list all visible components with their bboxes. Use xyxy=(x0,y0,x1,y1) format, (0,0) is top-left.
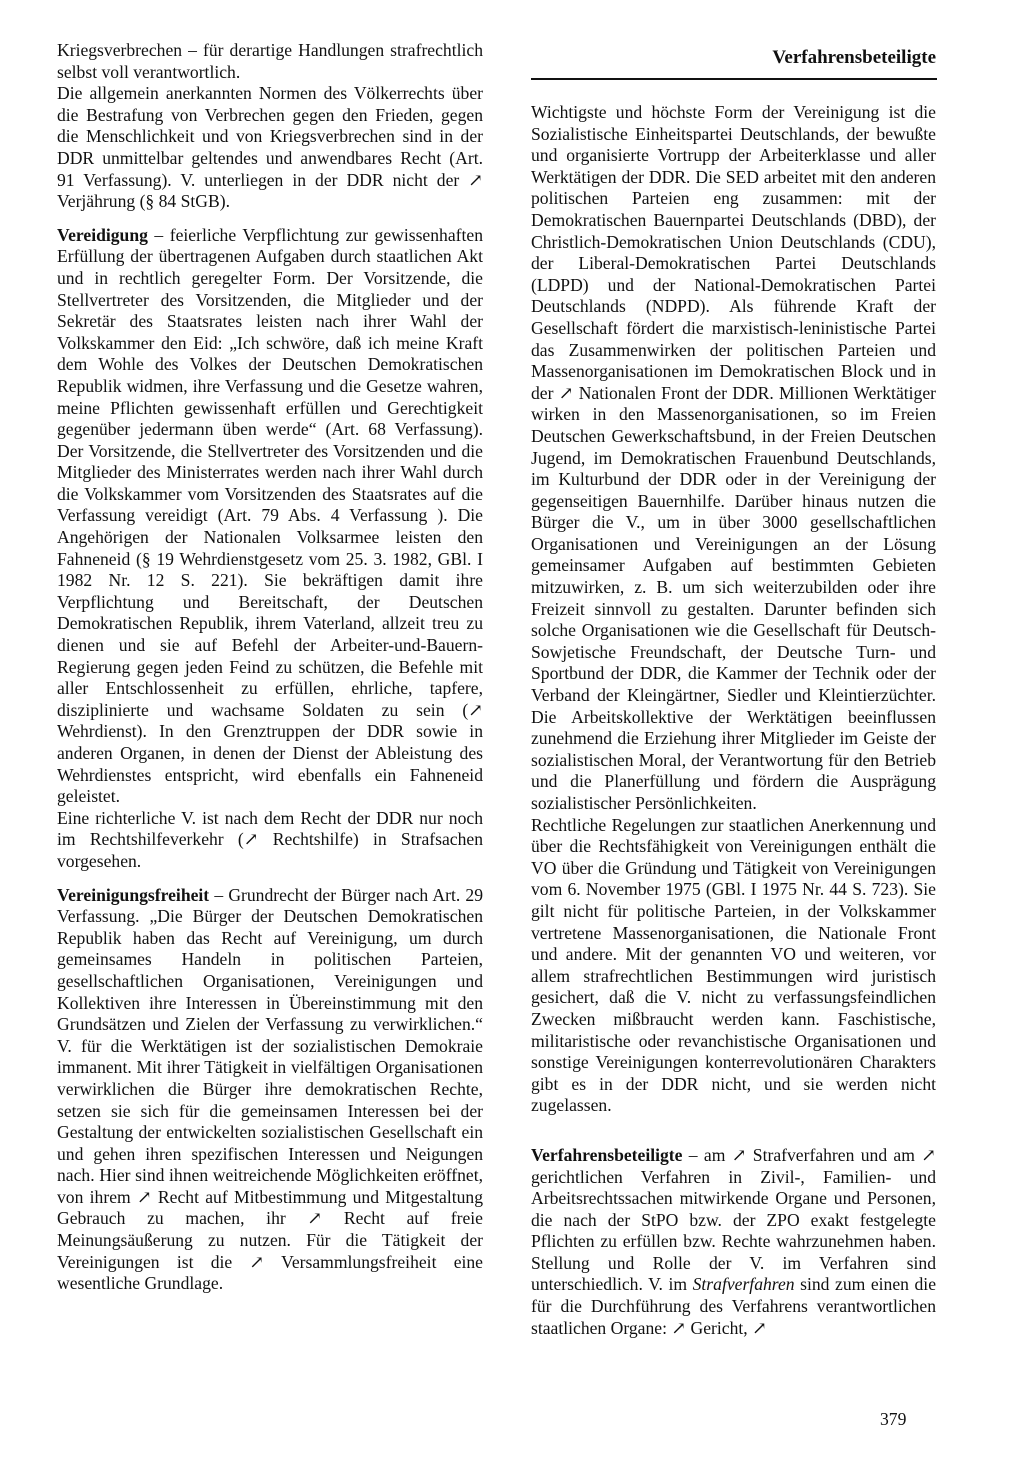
entry-term: Verfahrensbeteiligte xyxy=(531,1144,683,1165)
header-rule xyxy=(531,78,937,80)
entry-vereidigung xyxy=(57,225,483,808)
continuation-paragraph: Kriegsverbrechen – für derartige Handlungen strafrechtlich selbst voll verantwortlich. xyxy=(57,40,483,82)
continuation-paragraph: Rechtliche Regelungen zur staatlichen Anerkennung und über die Rechtsfähigkeit von Vereinigungen enthält die VO über die Gründung und Tätigkeit von Vereinigungen vom 6. November 1975 (GBl. I 1975 Nr. 44 S. 723). Sie gilt nicht für politische Parteien, in der Volkskammer vertretene Massenorganisationen, die Nationale Front und andere. Mit der genannten VO und weiteren, vor allem strafrechtlichen Bestimmungen wird juristisch gesichert, daß die V. nicht zu verfassungsfeindlichen Zwecken mißbraucht werden kann. Faschistische, militaristische oder revanchistische Organisationen und sonstige Vereinigungen konterrevolutionären Charakters gibt es in der DDR nicht, und sie werden nicht zugelassen. xyxy=(531,814,936,1116)
entry-term: Vereidigung xyxy=(57,224,148,245)
page-number: 379 xyxy=(880,1409,907,1429)
continuation-paragraph: Wichtigste und höchste Form der Vereinigung ist die Sozialistische Einheitspartei Deutschlands, der bewußte und organisierte Vortrupp der Arbeiterklasse und aller Werktätigen der DDR. Die SED arbeitet mit den anderen politischen Parteien eng zusammen: mit der Demokratischen Bauernpartei Deutschlands (DBD), der Christlich-Demokratischen Union Deutschlands (CDU), der Liberal-Demokratischen Partei Deutschlands (LDPD) und der National-Demokratischen Partei Deutschlands (NDPD). Als führende Kraft der Gesellschaft fördert die marxistisch-leninistische Partei das Zusammenwirken der politischen Parteien und Massenorganisationen im Demokratischen Block und in der ↗ Nationalen Front der DDR. Millionen Werktätiger wirken in den Massenorganisationen, so im Freien Deutschen Gewerkschaftsbund, in der Freien Deutschen Jugend, im Demokratischen Frauenbund Deutschlands, im Kulturbund der DDR oder in der Vereinigung der gegenseitigen Bauernhilfe. Darüber hinaus nutzen die Bürger die V., um in über 3000 gesellschaftlichen Organisationen und Vereinigungen an der Lösung gemeinsamer Aufgaben auf bestimmten Gebieten mitzuwirken, z. B. um sich weiterzubilden oder ihre Freizeit sinnvoll zu gestalten. Darunter befinden sich solche Organisationen wie die Gesellschaft für Deutsch-Sowjetische Freundschaft, der Deutsche Turn- und Sportbund der DDR, die Kammer der Technik oder der Verband der Kleingärtner, Siedler und Kleintierzüchter. Die Arbeitskollektive der Werktätigen beeinflussen zunehmend die Erziehung ihrer Mitglieder im Geiste der sozialistischen Moral, der Verantwortung für den Betrieb und die Planerfüllung und fördern die Ausprägung sozialistischer Persönlichkeiten. xyxy=(531,102,936,813)
right-column xyxy=(531,102,936,1339)
entry-text: – am ↗ Strafverfahren und am ↗ gerichtlichen Verfahren in Zivil-, Familien- und Arbeitsrechtssachen mitwirkende Organe und Personen, die nach der StPO bzw. der ZPO exakt festgelegte Pflichten zu erfüllen bzw. Rechte wahrzunehmen haben. Stellung und Rolle der V. im Verfahren sind unterschiedlich. V. im xyxy=(531,1144,936,1295)
entry-italic-term: Strafverfahren xyxy=(692,1274,795,1295)
entry-text: sind zum einen die für die Durchführung des Verfahrens verantwortlichen staatlichen Organe: ↗ Gericht, ↗ xyxy=(531,1274,936,1338)
continuation-paragraph: Die allgemein anerkannten Normen des Völkerrechts über die Bestrafung von Verbrechen gegen den Frieden, gegen die Menschlichkeit und von Kriegsverbrechen sind in der DDR unmittelbar geltendes und anwendbares Recht (Art. 91 Verfassung). V. unterliegen in der DDR nicht der ↗ Verjährung (§ 84 StGB). xyxy=(57,83,483,212)
left-column xyxy=(57,40,483,1295)
entry-text: – feierliche Verpflichtung zur gewissenhaften Erfüllung der übertragenen Aufgaben durch staatlichen Akt und in rechtlich geregelter Form. Der Vorsitzende, die Stellvertreter des Vorsitzenden, die Mitglieder und der Sekretär des Staatsrates leisten nach ihrer Wahl der Volkskammer den Eid: „Ich schwöre, daß ich meine Kraft dem Wohle des Volkes der Deutschen Demokratischen Republik widmen, ihre Verfassung und die Gesetze wahren, meine Pflichten gewissenhaft erfüllen und Gerechtigkeit gegenüber jedermann üben werde“ (Art. 68 Verfassung). Der Vorsitzende, die Stellvertreter des Vorsitzenden und die Mitglieder des Ministerrates werden nach ihrer Wahl durch die Volkskammer vom Vorsitzenden des Staatsrates auf die Verfassung vereidigt (Art. 79 Abs. 4 Verfassung ). Die Angehörigen der Nationalen Volksarmee leisten den Fahneneid (§ 19 Wehrdienstgesetz vom 25. 3. 1982, GBl. I 1982 Nr. 12 S. 221). Sie bekräftigen damit ihre Verpflichtung und Bereitschaft, der Deutschen Demokratischen Republik, ihrem Vaterland, allzeit treu zu dienen und sie auf Befehl der Arbeiter-und-Bauern-Regierung gegen jeden Feind zu schützen, die Befehle mit aller Entschlossenheit zu erfüllen, ehrliche, tapfere, disziplinierte und wachsame Soldaten zu sein (↗ Wehrdienst). In den Grenztruppen der DDR sowie in anderen Organen, in denen der Dienst der Ableistung des Wehrdienstes entspricht, wird ebenfalls ein Fahneneid geleistet. xyxy=(57,224,483,807)
entry-verfahrensbeteiligte xyxy=(531,1145,936,1339)
entry-term: Vereinigungsfreiheit xyxy=(57,884,210,905)
entry-paragraph: Eine richterliche V. ist nach dem Recht der DDR nur noch im Rechtshilfeverkehr (↗ Rechtshilfe) in Strafsachen vorgesehen. xyxy=(57,807,483,871)
entry-text: – Grundrecht der Bürger nach Art. 29 Verfassung. „Die Bürger der Deutschen Demokratischen Republik haben das Recht auf Vereinigung, um durch gemeinsames Handeln in politischen Parteien, gesellschaftlichen Organisationen, Vereinigungen und Kollektiven ihre Interessen in Übereinstimmung mit den Grundsätzen und Zielen der Verfassung zu verwirklichen.“ V. für die Werktätigen ist der sozialistischen Demokraie immanent. Mit ihrer Tätigkeit in vielfältigen Organisationen verwirklichen die Bürger ihre demokratischen Rechte, setzen sie sich für die gemeinsamen Interessen bei der Gestaltung der entwickelten sozialistischen Gesellschaft ein und gehen ihren spezifischen Interessen und Neigungen nach. Hier sind ihnen weitreichende Möglichkeiten eröffnet, von ihrem ↗ Recht auf Mitbestimmung und Mitgestaltung Gebrauch zu machen, ihr ↗ Recht auf freie Meinungsäußerung zu nutzen. Für die Tätigkeit der Vereinigungen ist die ↗ Versammlungsfreiheit eine wesentliche Grundlage. xyxy=(57,884,483,1294)
entry-vereinigungsfreiheit xyxy=(57,885,483,1295)
running-head: Verfahrensbeteiligte xyxy=(772,47,936,68)
